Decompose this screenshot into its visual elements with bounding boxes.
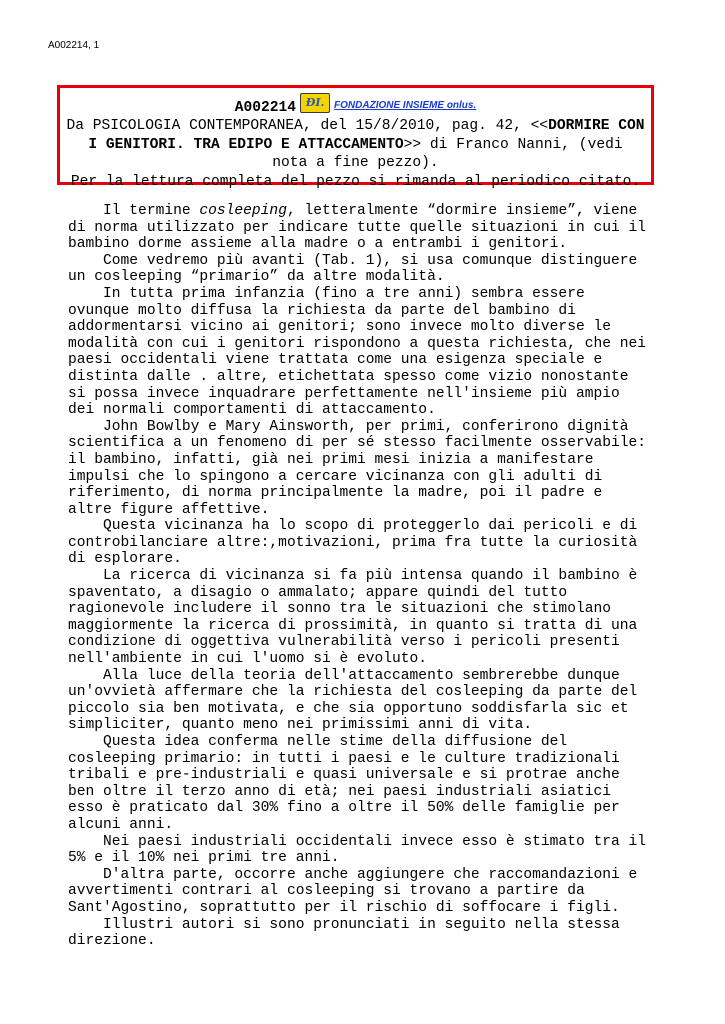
- body-line: condizione di oggettiva vulnerabilità verso i pericoli presenti: [68, 634, 620, 651]
- foundation-link[interactable]: FONDAZIONE INSIEME onlus.: [334, 99, 477, 111]
- body-line: Questa idea conferma nelle stime della diffusione del: [68, 734, 568, 750]
- body-line: ovunque molto diffusa la richiesta da parte del bambino di: [68, 302, 576, 319]
- body-line: un cosleeping “primario” da altre modalità.: [68, 269, 445, 286]
- body-line: D'altra parte, occorre anche aggiungere che raccomandazioni e: [68, 866, 638, 883]
- body-line: Sant'Agostino, soprattutto per il rischio di soffocare i figli.: [68, 899, 620, 916]
- body-line: nell'ambiente in cui l'uomo si è evoluto.: [68, 651, 428, 668]
- body-line: avvertimenti contrari al cosleeping si trovano a partire da: [68, 883, 585, 900]
- body-line: maggiormente la ricerca di prossimità, in quanto si tratta di una: [68, 617, 638, 634]
- article-title-part-1: DORMIRE CON: [548, 118, 645, 134]
- body-line: impulsi che lo spingono a cercare vicinanza con gli adulti di: [68, 468, 603, 485]
- body-line: In tutta prima infanzia (fino a tre anni) sembra essere: [68, 285, 585, 302]
- body-line: spaventato, a disagio o ammalato; appare quindi del tutto: [68, 584, 568, 601]
- body-line: distinta dalle . altre, etichettata spesso come vizio nonostante: [68, 368, 629, 385]
- body-line: alcuni anni.: [68, 816, 174, 833]
- text-run: Il termine: [68, 203, 200, 219]
- body-lines: [68, 220, 668, 950]
- document-code: A002214: [234, 99, 297, 116]
- article-body: [68, 203, 668, 950]
- emphasized-term: cosleeping: [199, 203, 287, 219]
- body-line: un'ovvietà affermare che la richiesta del cosleeping da parte del: [68, 684, 638, 701]
- foundation-logo-icon: ÐI.: [300, 93, 330, 113]
- body-line: altre figure affettive.: [68, 501, 270, 518]
- body-line: cosleeping primario: in tutti i paesi e le culture tradizionali: [68, 750, 620, 767]
- body-line: Illustri autori si sono pronunciati in seguito nella stessa: [68, 916, 620, 933]
- page-reference: A002214, 1: [48, 40, 100, 51]
- body-line: tribali e pre-industriali e quasi universale e si protrae anche: [68, 767, 620, 784]
- body-line: addormentarsi vicino ai genitori; sono invece molto diverse le: [68, 319, 611, 336]
- body-line: 5% e il 10% nei primi tre anni.: [68, 850, 340, 867]
- body-line: direzione.: [68, 933, 156, 950]
- body-line: bambino dorme assieme alla madre o a entrambi i genitori.: [68, 236, 568, 253]
- body-line: Nei paesi industriali occidentali invece esso è stimato tra il: [68, 833, 647, 850]
- body-line: [68, 203, 668, 220]
- citation-text: Da PSICOLOGIA CONTEMPORANEA, del 15/8/2010, pag. 42, <<: [66, 118, 549, 134]
- body-line: riferimento, di norma principalmente la madre, poi il padre e: [68, 485, 603, 502]
- body-line: La ricerca di vicinanza si fa più intensa quando il bambino è: [68, 568, 638, 585]
- source-citation-line-3: nota a fine pezzo).: [272, 155, 439, 171]
- body-line: piccolo sia ben motivata, e che sia opportuno soddisfarla sic et: [68, 700, 629, 717]
- source-header-box: [57, 85, 654, 190]
- body-line: dei normali comportamenti di attaccamento.: [68, 402, 436, 419]
- citation-author: >> di Franco Nanni, (vedi: [403, 136, 623, 153]
- body-line: controbilanciare altre:,motivazioni, prima fra tutte la curiosità: [68, 534, 638, 551]
- body-line: Come vedremo più avanti (Tab. 1), si usa comunque distinguere: [68, 252, 638, 269]
- article-title-part-2: I GENITORI. TRA EDIPO E ATTACCAMENTO: [88, 136, 404, 153]
- body-line: paesi occidentali viene trattata come una esigenza speciale e: [68, 352, 603, 369]
- body-line: scientifica a un fenomeno di per sé stesso facilmente osservabile:: [68, 435, 647, 452]
- body-line: Questa vicinanza ha lo scopo di proteggerlo dai pericoli e di: [68, 518, 638, 535]
- body-line: esso è praticato dal 30% fino a oltre il 50% delle famiglie per: [68, 800, 620, 817]
- body-line: ben oltre il terzo anno di età; nei paesi industriali asiatici: [68, 783, 611, 800]
- body-line: di esplorare.: [68, 551, 182, 568]
- text-run: , letteralmente “dormire insieme”, viene: [286, 203, 638, 219]
- body-line: Alla luce della teoria dell'attaccamento sembrerebbe dunque: [68, 667, 620, 684]
- body-line: si possa invece inquadrare perfettamente nell'insieme più ampio: [68, 385, 620, 402]
- body-line: ragionevole includere il sonno tra le situazioni che stimolano: [68, 601, 611, 618]
- body-line: John Bowlby e Mary Ainsworth, per primi, conferirono dignità: [68, 418, 629, 435]
- source-citation-line-2: [66, 136, 645, 155]
- body-line: simpliciter, quanto meno nei primissimi anni di vita.: [68, 717, 533, 734]
- body-line: modalità con cui i genitori rispondono a questa richiesta, che nei: [68, 335, 647, 352]
- source-citation-line-1: [66, 117, 645, 136]
- body-line: di norma utilizzato per indicare tutte quelle situazioni in cui il: [68, 219, 647, 236]
- reading-note: Per la lettura completa del pezzo si rimanda al periodico citato.: [70, 173, 641, 190]
- body-line: il bambino, infatti, già nei primi mesi inizia a manifestare: [68, 451, 594, 468]
- code-line: [66, 97, 645, 117]
